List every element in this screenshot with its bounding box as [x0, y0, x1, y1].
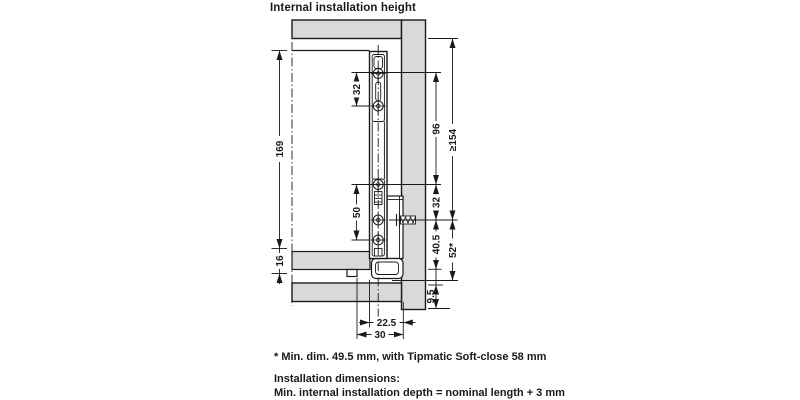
dim-label-40-5: 40.5 [431, 234, 443, 255]
dim-label-22-5: 22.5 [376, 318, 397, 329]
dim-label-50: 50 [352, 206, 363, 219]
dim-label-9-5: 9.5 [426, 289, 437, 304]
dim-label-169: 169 [275, 140, 286, 158]
installation-note: Min. internal installation depth = nominal length + 3 mm [274, 386, 565, 399]
drawer-bottom-board [292, 252, 370, 270]
cabinet-bottom-panel [292, 283, 402, 302]
cabinet-back-panel [402, 20, 426, 310]
dim-label-32-top: 32 [352, 83, 363, 96]
footnote: * Min. dim. 49.5 mm, with Tipmatic Soft-close 58 mm [274, 351, 547, 363]
dim-label-16: 16 [275, 255, 286, 267]
page-title: Internal installation height [270, 2, 416, 14]
dim-label-154: ≥154 [448, 128, 459, 152]
dim-label-30: 30 [374, 330, 386, 341]
installation-heading: Installation dimensions: [274, 373, 400, 385]
dim-label-96: 96 [431, 123, 443, 135]
dim-label-52: 52* [448, 242, 459, 259]
slide-step-detail [347, 270, 357, 277]
cabinet-top-panel [292, 20, 402, 39]
installation-dimensions [274, 373, 565, 400]
dim-label-32-right: 32 [431, 196, 443, 209]
